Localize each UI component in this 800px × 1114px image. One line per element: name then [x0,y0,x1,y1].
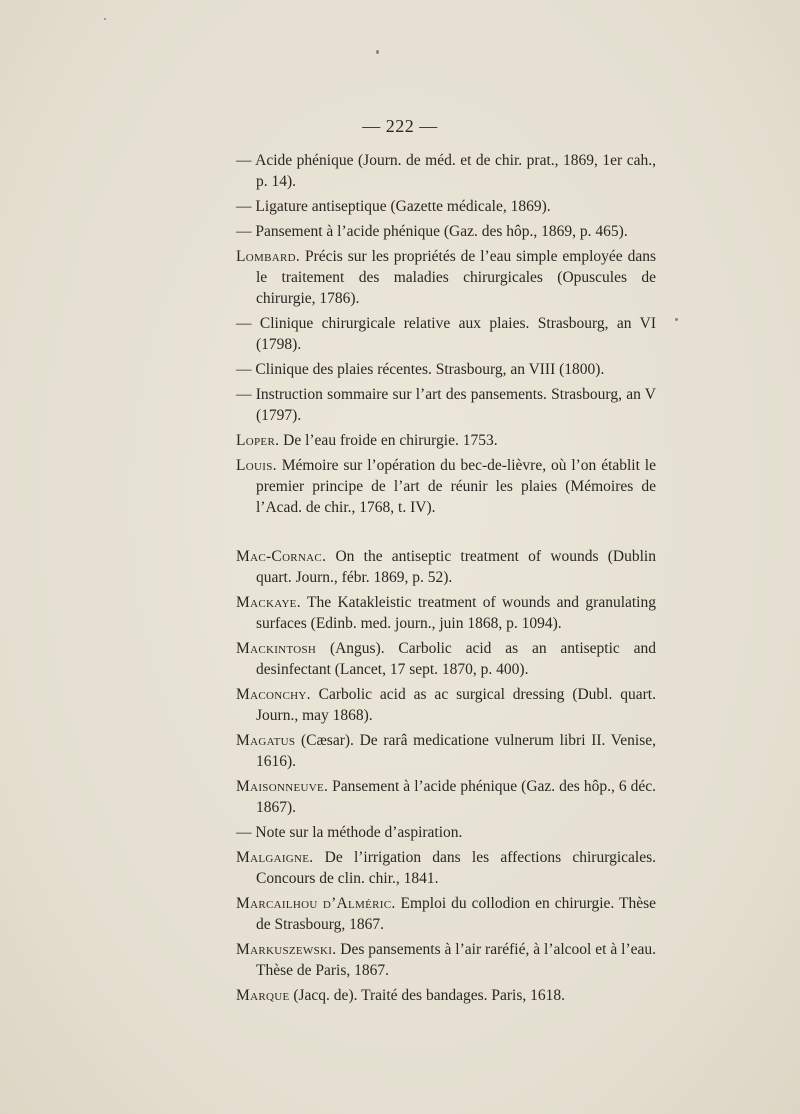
entry-text: Emploi du collodion en chirurgie. Thèse de Strasbourg, 1867. [256,895,656,933]
entry-text: — Clinique des plaies récentes. Strasbourg, an VIII (1800). [236,361,605,378]
entry-text: — Instruction sommaire sur l’art des pansements. Strasbourg, an V (1797). [236,386,656,424]
entry-author: Maisonneuve. [236,778,329,795]
bibliography-entry [236,359,656,380]
entry-author: Marcailhou d’Alméric. [236,895,396,912]
entry-text: Carbolic acid as ac surgical dressing (Dubl. quart. Journ., may 1868). [256,686,656,724]
paper-speck [675,318,678,321]
entry-text: — Ligature antiseptique (Gazette médicale, 1869). [236,198,551,215]
bibliography-entry [236,893,656,935]
entry-author: Mac-Cornac. [236,548,327,565]
entry-text: De l’irrigation dans les affections chirurgicales. Concours de clin. chir., 1841. [256,849,656,887]
bibliography-entry [236,985,656,1006]
bibliography-entry [236,196,656,217]
entry-text: The Katakleistic treatment of wounds and granulating surfaces (Edinb. med. journ., juin 1868, p. 1094). [256,594,656,632]
bibliography-list [236,150,656,1010]
entry-text: — Pansement à l’acide phénique (Gaz. des hôp., 1869, p. 465). [236,223,628,240]
entry-author: Marque [236,987,290,1004]
bibliography-entry [236,638,656,680]
bibliography-entry [236,430,656,451]
page-number: — 222 — [362,116,438,136]
bibliography-entry [236,730,656,772]
bibliography-entry [236,313,656,355]
entry-author: Malgaigne. [236,849,314,866]
entry-author: Magatus [236,732,296,749]
bibliography-entry [236,455,656,518]
paper-speck [104,18,106,20]
entry-author: Mackaye. [236,594,301,611]
entry-text: (Jacq. de). Traité des bandages. Paris, 1618. [289,987,565,1004]
bibliography-entry [236,384,656,426]
entry-text: — Clinique chirurgicale relative aux plaies. Strasbourg, an VI (1798). [236,315,656,353]
bibliography-entry [236,776,656,818]
entry-text: — Note sur la méthode d’aspiration. [236,824,463,841]
entry-text: (Angus). Carbolic acid as an antiseptic and desinfectant (Lancet, 17 sept. 1870, p. 400). [256,640,656,678]
entry-text: De l’eau froide en chirurgie. 1753. [279,432,498,449]
entry-text: Des pansements à l’air raréfié, à l’alcool et à l’eau. Thèse de Paris, 1867. [256,941,656,979]
entry-text: Pansement à l’acide phénique (Gaz. des hôp., 6 déc. 1867). [256,778,656,816]
bibliography-entry [236,546,656,588]
paper-speck [376,50,379,54]
entry-text: Mémoire sur l’opération du bec-de-lièvre, où l’on établit le premier principe de l’art de réunir les plaies (Mémoires de l’Acad. de chir., 1768, t. IV). [256,457,656,516]
entry-text: Précis sur les propriétés de l’eau simple employée dans le traitement des maladies chirurgicales (Opuscules de chirurgie, 1786). [256,248,656,307]
bibliography-entry [236,684,656,726]
bibliography-entry [236,592,656,634]
entry-author: Maconchy. [236,686,311,703]
entry-author: Loper. [236,432,280,449]
entry-author: Mackintosh [236,640,317,657]
entry-text: (Cæsar). De rarâ medicatione vulnerum libri II. Venise, 1616). [256,732,656,770]
bibliography-entry [236,939,656,981]
entry-text: On the antiseptic treatment of wounds (Dublin quart. Journ., fébr. 1869, p. 52). [256,548,656,586]
bibliography-entry [236,822,656,843]
entry-author: Louis. [236,457,277,474]
bibliography-entry [236,150,656,192]
bibliography-entry [236,221,656,242]
bibliography-entry [236,246,656,309]
entry-author: Markuszewski. [236,941,337,958]
bibliography-entry [236,847,656,889]
entry-text: — Acide phénique (Journ. de méd. et de chir. prat., 1869, 1er cah., p. 14). [236,152,656,190]
entry-author: Lombard. [236,248,301,265]
